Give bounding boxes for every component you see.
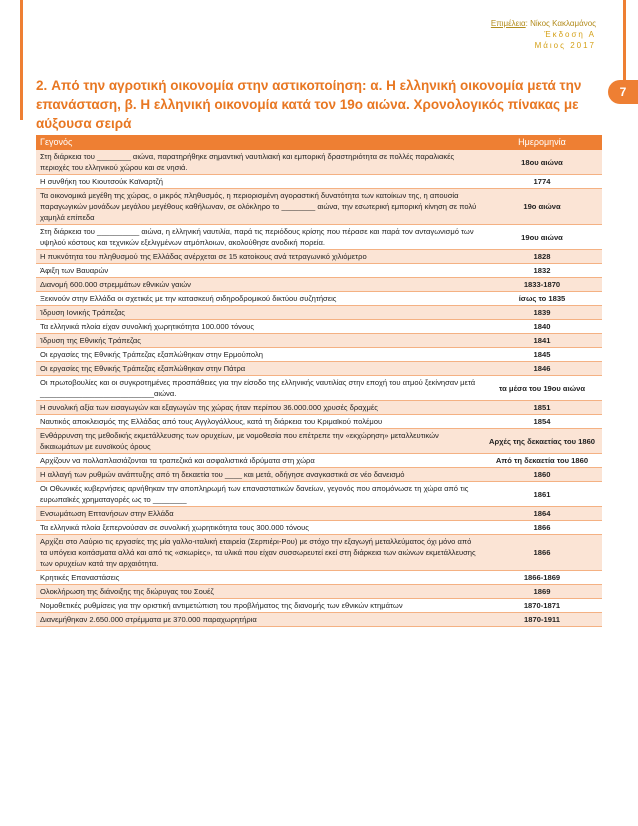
table-row — [36, 613, 602, 627]
table-row — [36, 320, 602, 334]
event-cell: Διανομή 600.000 στρεμμάτων εθνικών γαιών — [36, 278, 482, 292]
credit-name: Νίκος Κακλαμάνος — [530, 19, 596, 28]
date-cell: τα μέσα του 19ου αιώνα — [482, 376, 602, 401]
table-row — [36, 250, 602, 264]
date-cell: 1839 — [482, 306, 602, 320]
table-row — [36, 454, 602, 468]
event-cell: Ναυτικός αποκλεισμός της Ελλάδας από τους Αγγλογάλλους, κατά τη διάρκεια του Κριμαϊκού πολέμου — [36, 415, 482, 429]
date-cell: 1866-1869 — [482, 571, 602, 585]
table-row — [36, 150, 602, 175]
event-cell: Ενθάρρυνση της μεθοδικής εκμετάλλευσης των ορυχείων, με νομοθεσία που επέτρεπε την «εκχώρηση» μεταλλευτικών δικαιωμάτων με ευνοϊκούς όρους — [36, 429, 482, 454]
event-cell: Αρχίζει στο Λαύριο τις εργασίες της μία γαλλο-ιταλική εταιρεία (Σερπιέρι-Ρου) με στόχο την εξαγωγή μεταλλεύματος όχι μόνο από τα υπόγεια κοιτάσματα αλλά και από τις «σκωρίες», τα υλικά που είχαν συσσωρευτεί εκεί στη διάρκεια των αιώνων εκμετάλλευσης των ορυχείων κατά την αρχαιότητα. — [36, 535, 482, 571]
credit-label: Επιμέλεια — [490, 19, 526, 28]
table-row — [36, 401, 602, 415]
event-cell: Στη διάρκεια του ________ αιώνα, παρατηρήθηκε σημαντική ναυτιλιακή και εμπορική δραστηριότητα σε πολλές παραλιακές περιοχές του ελληνικού χώρου και σε νησιά. — [36, 150, 482, 175]
date-cell: 1866 — [482, 521, 602, 535]
date-cell: 1845 — [482, 348, 602, 362]
date-cell: 19ου αιώνα — [482, 225, 602, 250]
table-row — [36, 599, 602, 613]
date-cell: 1828 — [482, 250, 602, 264]
event-cell: Ίδρυση της Εθνικής Τράπεζας — [36, 334, 482, 348]
date-cell: 1854 — [482, 415, 602, 429]
table-row — [36, 189, 602, 225]
edition: Έκδοση Α — [544, 30, 596, 39]
event-cell: Οι εργασίες της Εθνικής Τράπεζας εξαπλώθηκαν στην Πάτρα — [36, 362, 482, 376]
event-cell: Ξεκινούν στην Ελλάδα οι σχετικές με την κατασκευή σιδηροδρομικού δικτύου συζητήσεις — [36, 292, 482, 306]
table-row — [36, 482, 602, 507]
event-cell: Αρχίζουν να πολλαπλασιάζονται τα τραπεζικά και ασφαλιστικά ιδρύματα στη χώρα — [36, 454, 482, 468]
date-cell: Αρχές της δεκαετίας του 1860 — [482, 429, 602, 454]
date-cell: 1869 — [482, 585, 602, 599]
date-cell: 1870-1911 — [482, 613, 602, 627]
event-cell: Η συνολική αξία των εισαγωγών και εξαγωγών της χώρας ήταν περίπου 36.000.000 χρυσές δραχμές — [36, 401, 482, 415]
title-number: 2. — [36, 78, 48, 93]
page-number: 7 — [608, 80, 638, 104]
event-cell: Τα οικονομικά μεγέθη της χώρας, ο μικρός πληθυσμός, η περιορισμένη αγοραστική δυνατότητα των κατοίκων της, η απουσία παραγωγικών μονάδων μεγάλου μεγέθους καθήλωναν, σε ολόκληρο το ________ αιώνα, την εσωτερική εμπορική κίνηση σε πολύ χαμηλά επίπεδα — [36, 189, 482, 225]
date-cell: 1832 — [482, 264, 602, 278]
table-row — [36, 571, 602, 585]
date-cell: 1833-1870 — [482, 278, 602, 292]
table-row — [36, 376, 602, 401]
publish-date: Μάιος 2017 — [534, 41, 596, 50]
event-cell: Άφιξη των Βαυαρών — [36, 264, 482, 278]
table-row — [36, 334, 602, 348]
event-cell: Οι Οθωνικές κυβερνήσεις αρνήθηκαν την αποπληρωμή των επαναστατικών δανείων, γεγονός που απομόνωσε τη χώρα από τις ευρωπαϊκές χρηματαγορές ως το ________ — [36, 482, 482, 507]
date-cell: 1866 — [482, 535, 602, 571]
event-cell: Ολοκλήρωση της διάνοιξης της διώρυγας του Σουέζ — [36, 585, 482, 599]
table-row — [36, 521, 602, 535]
table-row — [36, 278, 602, 292]
event-cell: Κρητικές Επαναστάσεις — [36, 571, 482, 585]
date-cell: 1840 — [482, 320, 602, 334]
title-text: Από την αγροτική οικονομία στην αστικοποίηση: α. Η ελληνική οικονομία μετά την επανάσταση, β. Η ελληνική οικονομία κατά τον 19ο αιώνα. Χρονολογικός πίνακας με αύξουσα σειρά — [36, 78, 582, 131]
date-cell: 1860 — [482, 468, 602, 482]
event-cell: Ίδρυση Ιονικής Τράπεζας — [36, 306, 482, 320]
table-row — [36, 535, 602, 571]
date-cell: 1841 — [482, 334, 602, 348]
margin-line-left — [20, 0, 23, 120]
table-row — [36, 264, 602, 278]
table-row — [36, 585, 602, 599]
date-cell: 1864 — [482, 507, 602, 521]
date-cell: 18ου αιώνα — [482, 150, 602, 175]
event-cell: Η αλλαγή των ρυθμών ανάπτυξης από τη δεκαετία του ____ και μετά, οδήγησε αναγκαστικά σε νέο δανεισμό — [36, 468, 482, 482]
event-cell: Ενσωμάτωση Επτανήσων στην Ελλάδα — [36, 507, 482, 521]
table-row — [36, 468, 602, 482]
table-row — [36, 175, 602, 189]
date-cell: 1851 — [482, 401, 602, 415]
table-row — [36, 348, 602, 362]
event-cell: Διανεμήθηκαν 2.650.000 στρέμματα με 370.000 παραχωρητήρια — [36, 613, 482, 627]
event-cell: Η πυκνότητα του πληθυσμού της Ελλάδας ανέρχεται σε 15 κατοίκους ανά τετραγωνικό χιλιόμετρο — [36, 250, 482, 264]
date-cell: 1846 — [482, 362, 602, 376]
header-event: Γεγονός — [36, 135, 482, 150]
date-cell: 1870-1871 — [482, 599, 602, 613]
table-row — [36, 225, 602, 250]
table-row — [36, 292, 602, 306]
table-row — [36, 429, 602, 454]
table-body — [36, 150, 602, 627]
event-cell: Τα ελληνικά πλοία είχαν συνολική χωρητικότητα 100.000 τόνους — [36, 320, 482, 334]
date-cell: Από τη δεκαετία του 1860 — [482, 454, 602, 468]
event-cell: Η συνθήκη του Κιουτσούκ Καϊναρτζή — [36, 175, 482, 189]
header-date: Ημερομηνία — [482, 135, 602, 150]
table-header-row — [36, 135, 602, 150]
event-cell: Νομοθετικές ρυθμίσεις για την οριστική αντιμετώπιση του προβλήματος της διανομής των εθνικών κτημάτων — [36, 599, 482, 613]
date-cell: 19ο αιώνα — [482, 189, 602, 225]
table-row — [36, 362, 602, 376]
event-cell: Τα ελληνικά πλοία ξεπερνούσαν σε συνολική χωρητικότητα τους 300.000 τόνους — [36, 521, 482, 535]
date-cell: 1861 — [482, 482, 602, 507]
event-cell: Οι εργασίες της Εθνικής Τράπεζας εξαπλώθηκαν στην Ερμούπολη — [36, 348, 482, 362]
table-row — [36, 415, 602, 429]
event-cell: Στη διάρκεια του __________ αιώνα, η ελληνική ναυτιλία, παρά τις περιόδους κρίσης που πέρασε και παρά τον ανταγωνισμό των υψηλού κόστους και τεχνικών εξελιγμένων ατμόπλοιων, ακολούθησε ανοδική πορεία. — [36, 225, 482, 250]
date-cell: ίσως το 1835 — [482, 292, 602, 306]
margin-line-right — [623, 0, 626, 80]
event-cell: Οι πρωτοβουλίες και οι συγκροτημένες προσπάθειες για την είσοδο της ελληνικής ναυτιλίας στην εποχή του ατμού ξεκίνησαν μετά ___________________________αιώνα. — [36, 376, 482, 401]
chronology-table — [36, 135, 602, 627]
page-title — [36, 76, 604, 133]
table-row — [36, 507, 602, 521]
date-cell: 1774 — [482, 175, 602, 189]
header-credit: Επιμέλεια: Νίκος Κακλαμάνος Έκδοση Α Μάιος 2017 — [490, 19, 596, 50]
table-row — [36, 306, 602, 320]
